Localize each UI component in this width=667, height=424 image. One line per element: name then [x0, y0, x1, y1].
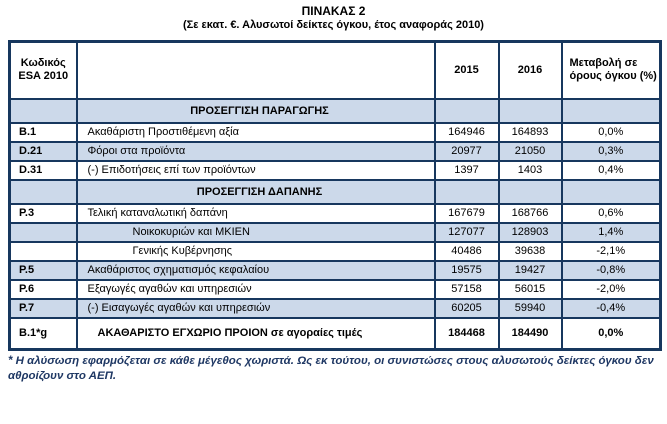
change-cell: 1,4% [562, 223, 661, 242]
value-2016-cell: 164893 [499, 123, 562, 142]
value-2016-cell: 19427 [499, 261, 562, 280]
change-cell: 0,3% [562, 142, 661, 161]
esa-code-cell: D.21 [10, 142, 77, 161]
esa-code-cell: P.6 [10, 280, 77, 299]
section-row [10, 180, 661, 204]
description-cell: Τελική καταναλωτική δαπάνη [77, 204, 435, 223]
table-row [10, 242, 661, 261]
change-cell [562, 99, 661, 123]
change-cell: 0,0% [562, 318, 661, 350]
description-cell: Ακαθάριστος σχηματισμός κεφαλαίου [77, 261, 435, 280]
table-row [10, 261, 661, 280]
change-cell: -2,0% [562, 280, 661, 299]
total-row [10, 318, 661, 350]
value-2016-cell: 21050 [499, 142, 562, 161]
value-2016-cell: 184490 [499, 318, 562, 350]
table-body [10, 99, 661, 350]
value-2016-cell: 59940 [499, 299, 562, 318]
change-cell: -0,8% [562, 261, 661, 280]
description-cell: Φόροι στα προϊόντα [77, 142, 435, 161]
description-cell: ΑΚΑΘΑΡΙΣΤΟ ΕΓΧΩΡΙΟ ΠΡΟΙΟΝ σε αγοραίες τιμές [77, 318, 435, 350]
description-cell: Γενικής Κυβέρνησης [77, 242, 435, 261]
header-year-2015: 2015 [435, 42, 499, 99]
change-cell: 0,0% [562, 123, 661, 142]
esa-code-cell: P.5 [10, 261, 77, 280]
esa-code-cell [10, 180, 77, 204]
table-row [10, 161, 661, 180]
value-2016-cell: 39638 [499, 242, 562, 261]
description-cell: (-) Εισαγωγές αγαθών και υπηρεσιών [77, 299, 435, 318]
page-title: ΠΙΝΑΚΑΣ 2 [301, 4, 366, 18]
table-row [10, 299, 661, 318]
change-cell: -0,4% [562, 299, 661, 318]
value-2015-cell [435, 180, 499, 204]
header-volume-change: Μεταβολή σε όρους όγκου (%) [562, 42, 661, 99]
change-cell: -2,1% [562, 242, 661, 261]
page-subtitle: (Σε εκατ. €. Αλυσωτοί δείκτες όγκου, έτος αναφοράς 2010) [183, 19, 484, 31]
national-accounts-table [8, 40, 662, 351]
change-cell: 0,6% [562, 204, 661, 223]
table-row [10, 142, 661, 161]
esa-code-cell [10, 99, 77, 123]
esa-code-cell: B.1 [10, 123, 77, 142]
value-2015-cell: 40486 [435, 242, 499, 261]
description-cell: (-) Επιδοτήσεις επί των προϊόντων [77, 161, 435, 180]
value-2015-cell: 164946 [435, 123, 499, 142]
value-2016-cell: 168766 [499, 204, 562, 223]
value-2015-cell: 1397 [435, 161, 499, 180]
esa-code-cell: P.7 [10, 299, 77, 318]
section-row [10, 99, 661, 123]
table-header-row [10, 42, 661, 99]
value-2016-cell: 56015 [499, 280, 562, 299]
table-row [10, 204, 661, 223]
esa-code-cell [10, 223, 77, 242]
description-cell: Ακαθάριστη Προστιθέμενη αξία [77, 123, 435, 142]
value-2015-cell [435, 99, 499, 123]
header-year-2016: 2016 [499, 42, 562, 99]
value-2015-cell: 167679 [435, 204, 499, 223]
description-cell: Νοικοκυριών και ΜΚΙΕΝ [77, 223, 435, 242]
esa-code-cell: P.3 [10, 204, 77, 223]
esa-code-cell: D.31 [10, 161, 77, 180]
footnote: * Η αλύσωση εφαρμόζεται σε κάθε μέγεθος χωριστά. Ως εκ τούτου, οι συνιστώσες στους αλυσωτούς δείκτες όγκου δεν αθροίζουν στο ΑΕΠ. [8, 355, 654, 382]
description-cell: Εξαγωγές αγαθών και υπηρεσιών [77, 280, 435, 299]
value-2016-cell: 1403 [499, 161, 562, 180]
value-2015-cell: 127077 [435, 223, 499, 242]
value-2015-cell: 60205 [435, 299, 499, 318]
change-cell: 0,4% [562, 161, 661, 180]
table-row [10, 123, 661, 142]
header-esa-code: Κωδικός ESA 2010 [10, 42, 77, 99]
change-cell [562, 180, 661, 204]
value-2016-cell [499, 99, 562, 123]
value-2015-cell: 19575 [435, 261, 499, 280]
value-2015-cell: 184468 [435, 318, 499, 350]
esa-code-cell [10, 242, 77, 261]
value-2016-cell: 128903 [499, 223, 562, 242]
table-row [10, 223, 661, 242]
header-description [77, 42, 435, 99]
value-2016-cell [499, 180, 562, 204]
section-title-cell: ΠΡΟΣΕΓΓΙΣΗ ΔΑΠΑΝΗΣ [77, 180, 435, 204]
value-2015-cell: 57158 [435, 280, 499, 299]
table-row [10, 280, 661, 299]
esa-code-cell: B.1*g [10, 318, 77, 350]
value-2015-cell: 20977 [435, 142, 499, 161]
section-title-cell: ΠΡΟΣΕΓΓΙΣΗ ΠΑΡΑΓΩΓΗΣ [77, 99, 435, 123]
